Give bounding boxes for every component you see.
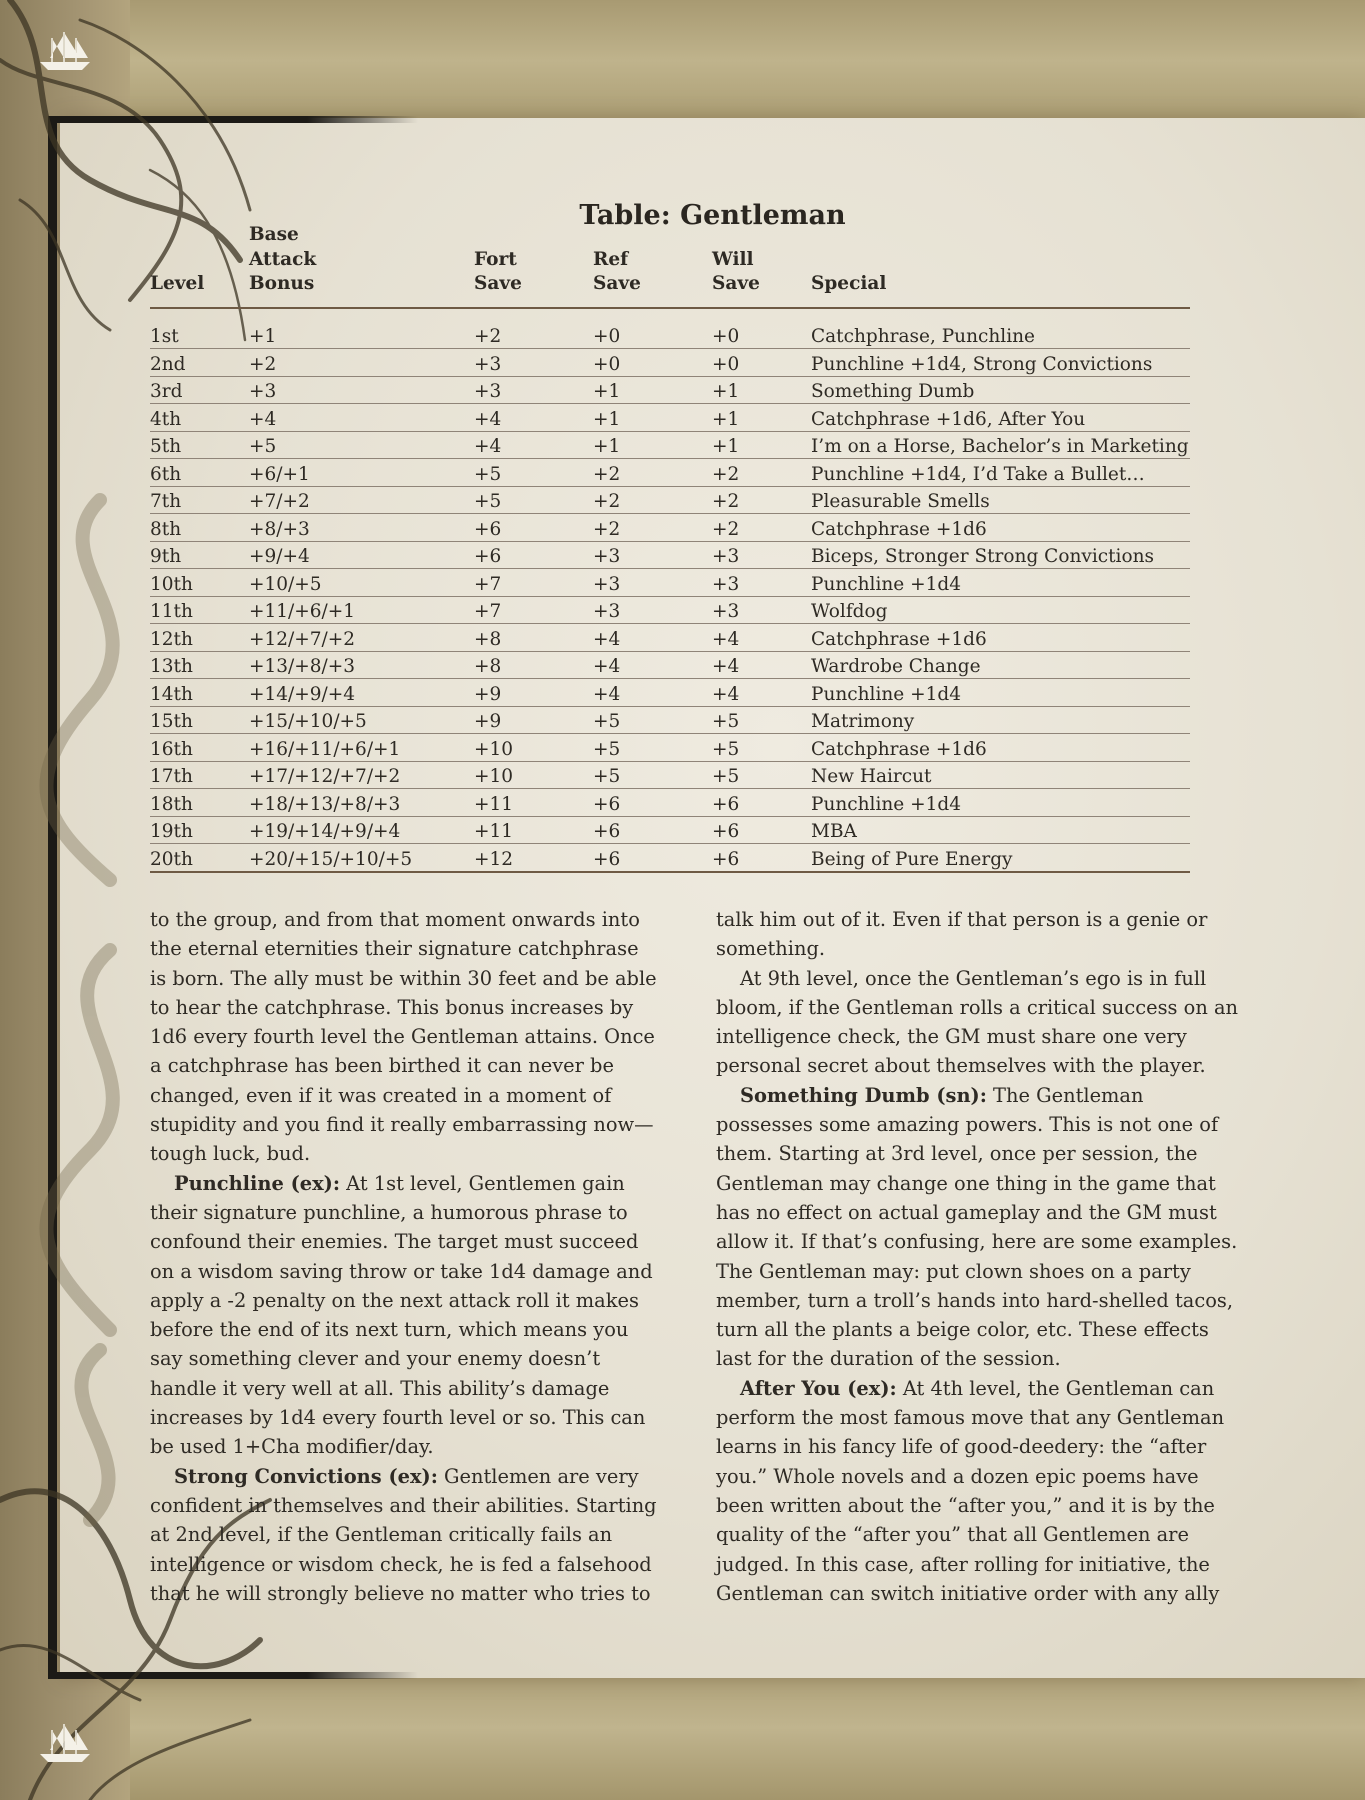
cell-special: Biceps, Stronger Strong Convictions — [811, 541, 1190, 569]
cell-level: 14th — [150, 679, 249, 707]
cell-ref: +0 — [593, 322, 712, 349]
cell-level: 18th — [150, 789, 249, 817]
cell-fort: +12 — [474, 844, 593, 872]
paragraph-strong-convictions — [150, 1462, 660, 1608]
cell-level: 3rd — [150, 376, 249, 404]
paragraph-punchline — [150, 1169, 660, 1462]
ability-heading-something-dumb: Something Dumb (sn): — [740, 1083, 987, 1107]
table-row — [150, 789, 1190, 817]
ability-text-punchline: At 1st level, Gentlemen gain their signature punchline, a humorous phrase to confound their enemies. The target must succeed on a wisdom saving throw or take 1d4 damage and apply a -2 penalty on the next attack roll it makes before the end of its next turn, which means you say something clever and your enemy doesn’t handle it very well at all. This ability’s damage increases by 1d4 every fourth level or so. This can be used 1+Cha modifier/day. — [150, 1171, 653, 1459]
cell-base-attack: +2 — [249, 349, 474, 377]
cell-will: +0 — [712, 349, 811, 377]
table-row — [150, 569, 1190, 597]
cell-special: Catchphrase +1d6 — [811, 514, 1190, 542]
cell-base-attack: +7/+2 — [249, 486, 474, 514]
cell-ref: +3 — [593, 596, 712, 624]
table-row — [150, 541, 1190, 569]
cell-special: Wardrobe Change — [811, 651, 1190, 679]
table-row — [150, 734, 1190, 762]
cell-special: Catchphrase +1d6 — [811, 624, 1190, 652]
cell-will: +6 — [712, 816, 811, 844]
cell-will: +0 — [712, 322, 811, 349]
cell-fort: +3 — [474, 376, 593, 404]
cell-fort: +2 — [474, 322, 593, 349]
cell-base-attack: +19/+14/+9/+4 — [249, 816, 474, 844]
table-row — [150, 844, 1190, 872]
cell-ref: +2 — [593, 459, 712, 487]
cell-fort: +8 — [474, 651, 593, 679]
body-column-right — [716, 905, 1241, 1608]
frame-top-bar — [48, 116, 418, 123]
header-level: Level — [150, 223, 249, 308]
cell-will: +4 — [712, 679, 811, 707]
cell-ref: +5 — [593, 706, 712, 734]
cell-fort: +4 — [474, 431, 593, 459]
cell-level: 19th — [150, 816, 249, 844]
cell-special: New Haircut — [811, 761, 1190, 789]
ability-heading-after-you: After You (ex): — [740, 1376, 897, 1400]
cell-base-attack: +18/+13/+8/+3 — [249, 789, 474, 817]
cell-level: 7th — [150, 486, 249, 514]
cell-ref: +5 — [593, 761, 712, 789]
table-row — [150, 376, 1190, 404]
cell-ref: +4 — [593, 651, 712, 679]
cell-level: 9th — [150, 541, 249, 569]
cell-special: Catchphrase +1d6, After You — [811, 404, 1190, 432]
cell-will: +5 — [712, 734, 811, 762]
cell-special: Punchline +1d4, Strong Convictions — [811, 349, 1190, 377]
ability-text-after-you: At 4th level, the Gentleman can perform the most famous move that any Gentleman learns in his fancy life of good-deedery: the “after you.” Whole novels and a dozen epic poems have been written about the “after you,” and it is by the quality of the “after you” that all Gentlemen are judged. In this case, after rolling for initiative, the Gentleman can switch initiative order with any ally — [716, 1376, 1225, 1605]
cell-level: 12th — [150, 624, 249, 652]
cell-special: Punchline +1d4 — [811, 679, 1190, 707]
cell-special: Punchline +1d4, I’d Take a Bullet… — [811, 459, 1190, 487]
table-row — [150, 624, 1190, 652]
ability-text-something-dumb: The Gentleman possesses some amazing powers. This is not one of them. Starting at 3rd level, once per session, the Gentleman may change one thing in the game that has no effect on actual gameplay and the GM must allow it. If that’s confusing, here are some examples. The Gentleman may: put clown shoes on a party member, turn a troll’s hands into hard-shelled tacos, turn all the plants a beige color, etc. These effects last for the duration of the session. — [716, 1083, 1238, 1371]
cell-base-attack: +10/+5 — [249, 569, 474, 597]
cell-fort: +11 — [474, 816, 593, 844]
cell-will: +3 — [712, 541, 811, 569]
cell-level: 2nd — [150, 349, 249, 377]
cell-ref: +5 — [593, 734, 712, 762]
class-progression-table — [150, 223, 1190, 873]
cell-base-attack: +6/+1 — [249, 459, 474, 487]
frame-vertical-bar — [48, 118, 57, 1678]
table-row — [150, 596, 1190, 624]
cell-will: +6 — [712, 844, 811, 872]
header-ref-save: Ref Save — [593, 223, 712, 308]
header-special: Special — [811, 223, 1190, 308]
cell-base-attack: +5 — [249, 431, 474, 459]
cell-special: Punchline +1d4 — [811, 789, 1190, 817]
table-row — [150, 431, 1190, 459]
cell-will: +1 — [712, 376, 811, 404]
top-border — [0, 0, 1365, 135]
cell-will: +3 — [712, 569, 811, 597]
cell-ref: +4 — [593, 624, 712, 652]
cell-base-attack: +20/+15/+10/+5 — [249, 844, 474, 872]
cell-will: +4 — [712, 651, 811, 679]
cell-fort: +7 — [474, 596, 593, 624]
table-header-row — [150, 223, 1190, 308]
header-will-save: Will Save — [712, 223, 811, 308]
cell-special: Pleasurable Smells — [811, 486, 1190, 514]
cell-special: Being of Pure Energy — [811, 844, 1190, 872]
cell-level: 1st — [150, 322, 249, 349]
cell-base-attack: +3 — [249, 376, 474, 404]
paragraph-after-you — [716, 1374, 1241, 1608]
table-row — [150, 651, 1190, 679]
cell-level: 5th — [150, 431, 249, 459]
cell-ref: +1 — [593, 431, 712, 459]
cell-will: +1 — [712, 404, 811, 432]
cell-special: Catchphrase, Punchline — [811, 322, 1190, 349]
cell-base-attack: +14/+9/+4 — [249, 679, 474, 707]
cell-level: 4th — [150, 404, 249, 432]
cell-base-attack: +8/+3 — [249, 514, 474, 542]
cell-level: 16th — [150, 734, 249, 762]
cell-level: 11th — [150, 596, 249, 624]
cell-level: 13th — [150, 651, 249, 679]
table-row — [150, 486, 1190, 514]
cell-special: I’m on a Horse, Bachelor’s in Marketing — [811, 431, 1190, 459]
table-row — [150, 816, 1190, 844]
cell-ref: +4 — [593, 679, 712, 707]
table-row — [150, 349, 1190, 377]
table-row — [150, 706, 1190, 734]
cell-fort: +5 — [474, 459, 593, 487]
cell-ref: +6 — [593, 816, 712, 844]
cell-fort: +11 — [474, 789, 593, 817]
cell-will: +2 — [712, 486, 811, 514]
table-row — [150, 679, 1190, 707]
cell-special: Matrimony — [811, 706, 1190, 734]
ability-heading-punchline: Punchline (ex): — [174, 1171, 341, 1195]
cell-level: 17th — [150, 761, 249, 789]
sailing-ship-icon — [36, 28, 94, 72]
paragraph-something-dumb — [716, 1081, 1241, 1374]
cell-fort: +6 — [474, 541, 593, 569]
cell-level: 6th — [150, 459, 249, 487]
cell-ref: +6 — [593, 844, 712, 872]
table-row — [150, 514, 1190, 542]
cell-will: +2 — [712, 459, 811, 487]
cell-level: 20th — [150, 844, 249, 872]
cell-base-attack: +17/+12/+7/+2 — [249, 761, 474, 789]
cell-will: +1 — [712, 431, 811, 459]
cell-base-attack: +4 — [249, 404, 474, 432]
cell-will: +6 — [712, 789, 811, 817]
cell-base-attack: +1 — [249, 322, 474, 349]
frame-bottom-bar — [48, 1672, 418, 1679]
table-title: Table: Gentleman — [579, 200, 846, 231]
cell-ref: +6 — [593, 789, 712, 817]
body-column-left — [150, 905, 660, 1608]
cell-level: 8th — [150, 514, 249, 542]
cell-special: MBA — [811, 816, 1190, 844]
cell-base-attack: +16/+11/+6/+1 — [249, 734, 474, 762]
cell-base-attack: +12/+7/+2 — [249, 624, 474, 652]
cell-fort: +5 — [474, 486, 593, 514]
cell-special: Wolfdog — [811, 596, 1190, 624]
cell-ref: +3 — [593, 569, 712, 597]
cell-fort: +9 — [474, 679, 593, 707]
cell-level: 15th — [150, 706, 249, 734]
cell-special: Something Dumb — [811, 376, 1190, 404]
cell-base-attack: +15/+10/+5 — [249, 706, 474, 734]
paragraph-catchphrase-cont: to the group, and from that moment onwards into the eternal eternities their signature catchphrase is born. The ally must be within 30 feet and be able to hear the catchphrase. This bonus increases by 1d6 every fourth level the Gentleman attains. Once a catchphrase has been birthed it can never be changed, even if it was created in a moment of stupidity and you find it really embarrassing now—tough luck, bud. — [150, 908, 657, 1166]
ability-text-strong-convictions: Gentlemen are very confident in themselves and their abilities. Starting at 2nd level, if the Gentleman critically fails an intelligence or wisdom check, he is fed a falsehood that he will strongly believe no matter who tries to — [150, 1464, 657, 1605]
cell-fort: +4 — [474, 404, 593, 432]
cell-fort: +8 — [474, 624, 593, 652]
cell-will: +5 — [712, 761, 811, 789]
table-row — [150, 459, 1190, 487]
cell-fort: +10 — [474, 734, 593, 762]
cell-will: +4 — [712, 624, 811, 652]
cell-ref: +1 — [593, 404, 712, 432]
cell-ref: +2 — [593, 486, 712, 514]
cell-fort: +7 — [474, 569, 593, 597]
cell-will: +5 — [712, 706, 811, 734]
ability-heading-strong-convictions: Strong Convictions (ex): — [174, 1464, 438, 1488]
cell-ref: +1 — [593, 376, 712, 404]
table-row — [150, 404, 1190, 432]
cell-fort: +9 — [474, 706, 593, 734]
table-row — [150, 761, 1190, 789]
cell-will: +3 — [712, 596, 811, 624]
paragraph-strong-convictions-cont: talk him out of it. Even if that person is a genie or something. — [716, 908, 1208, 961]
cell-fort: +3 — [474, 349, 593, 377]
cell-ref: +2 — [593, 514, 712, 542]
table-row — [150, 322, 1190, 349]
cell-special: Catchphrase +1d6 — [811, 734, 1190, 762]
sailing-ship-icon — [36, 1720, 94, 1764]
cell-level: 10th — [150, 569, 249, 597]
cell-ref: +0 — [593, 349, 712, 377]
cell-fort: +10 — [474, 761, 593, 789]
header-base-attack-bonus: Base Attack Bonus — [249, 223, 474, 308]
header-fort-save: Fort Save — [474, 223, 593, 308]
cell-base-attack: +11/+6/+1 — [249, 596, 474, 624]
cell-fort: +6 — [474, 514, 593, 542]
cell-base-attack: +9/+4 — [249, 541, 474, 569]
cell-ref: +3 — [593, 541, 712, 569]
cell-special: Punchline +1d4 — [811, 569, 1190, 597]
cell-will: +2 — [712, 514, 811, 542]
cell-base-attack: +13/+8/+3 — [249, 651, 474, 679]
paragraph-ninth-level: At 9th level, once the Gentleman’s ego is in full bloom, if the Gentleman rolls a critical success on an intelligence check, the GM must share one very personal secret about themselves with the player. — [716, 966, 1239, 1078]
